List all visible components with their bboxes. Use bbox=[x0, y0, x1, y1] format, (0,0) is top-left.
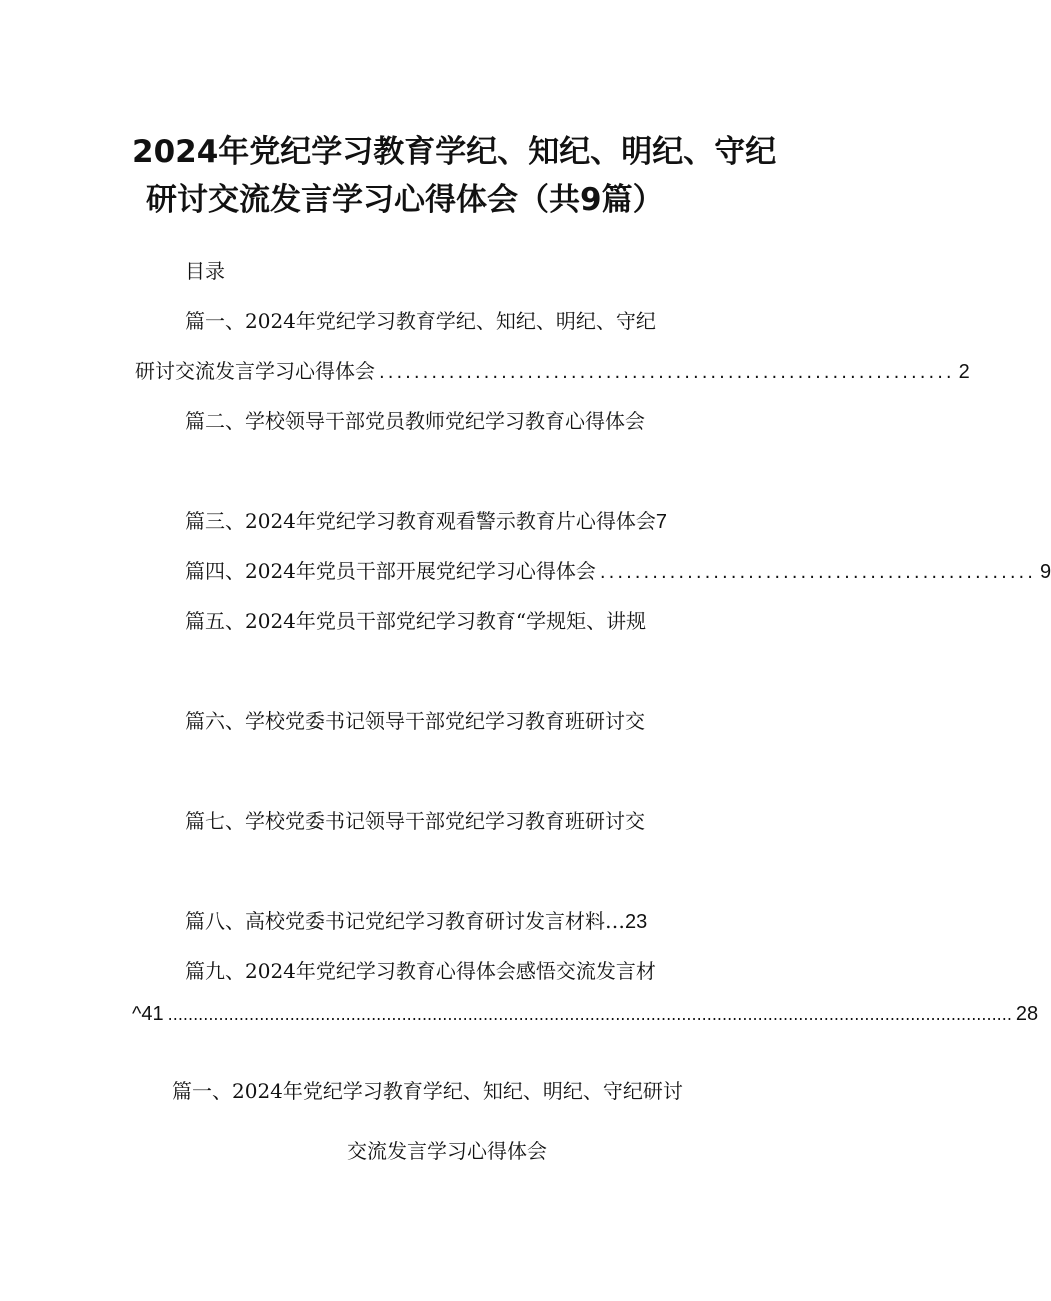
toc-entry-6[interactable]: 篇六、学校党委书记领导干部党纪学习教育班研讨交 bbox=[185, 709, 645, 733]
toc-heading: 目录 bbox=[185, 259, 225, 283]
toc-page-number: 2 bbox=[958, 361, 970, 383]
toc-entry-3-text: 篇三、2024年党纪学习教育观看警示教育片心得体会 bbox=[185, 509, 656, 533]
toc-entry-9-line-1[interactable]: 篇九、2024年党纪学习教育心得体会感悟交流发言材 bbox=[185, 959, 656, 983]
toc-page-number: 23 bbox=[625, 911, 648, 933]
toc-dot-leader: .................................................. bbox=[599, 562, 1036, 583]
toc-entry-7[interactable]: 篇七、学校党委书记领导干部党纪学习教育班研讨交 bbox=[185, 809, 645, 833]
toc-page-number: 9 bbox=[1040, 561, 1051, 583]
toc-entry-3[interactable] bbox=[185, 505, 667, 534]
toc-entry-9-text: ^41 bbox=[132, 1003, 164, 1025]
toc-entry-4-text: 篇四、2024年党员干部开展党纪学习心得体会 bbox=[185, 559, 596, 583]
toc-page-number: 7 bbox=[655, 511, 668, 533]
toc-page-number: 28 bbox=[1015, 1003, 1039, 1025]
toc-entry-1-line-2[interactable] bbox=[135, 355, 970, 384]
toc-entry-4[interactable] bbox=[185, 555, 1051, 584]
toc-entry-1-line-1[interactable]: 篇一、2024年党纪学习教育学纪、知纪、明纪、守纪 bbox=[185, 309, 656, 333]
toc-dot-leader: ...................................................................................................................................................................... bbox=[167, 1005, 1012, 1024]
section-title-line-1: 篇一、2024年党纪学习教育学纪、知纪、明纪、守纪研讨 bbox=[172, 1079, 683, 1103]
doc-title-line-1: 2024年党纪学习教育学纪、知纪、明纪、守纪 bbox=[132, 134, 777, 170]
doc-title-line-2: 研讨交流发言学习心得体会（共9篇） bbox=[146, 182, 664, 218]
toc-entry-8-text: 篇八、高校党委书记党纪学习教育研讨发言材料… bbox=[185, 909, 625, 933]
toc-entry-8[interactable] bbox=[185, 905, 647, 934]
toc-entry-5[interactable]: 篇五、2024年党员干部党纪学习教育“学规矩、讲规 bbox=[185, 609, 647, 633]
toc-entry-1-text: 研讨交流发言学习心得体会 bbox=[135, 359, 375, 383]
toc-dot-leader: .................................................................. bbox=[379, 362, 955, 383]
section-title-line-2: 交流发言学习心得体会 bbox=[347, 1139, 547, 1163]
toc-entry-2[interactable]: 篇二、学校领导干部党员教师党纪学习教育心得体会 bbox=[185, 409, 645, 433]
toc-entry-9-line-2[interactable] bbox=[132, 1003, 1039, 1026]
